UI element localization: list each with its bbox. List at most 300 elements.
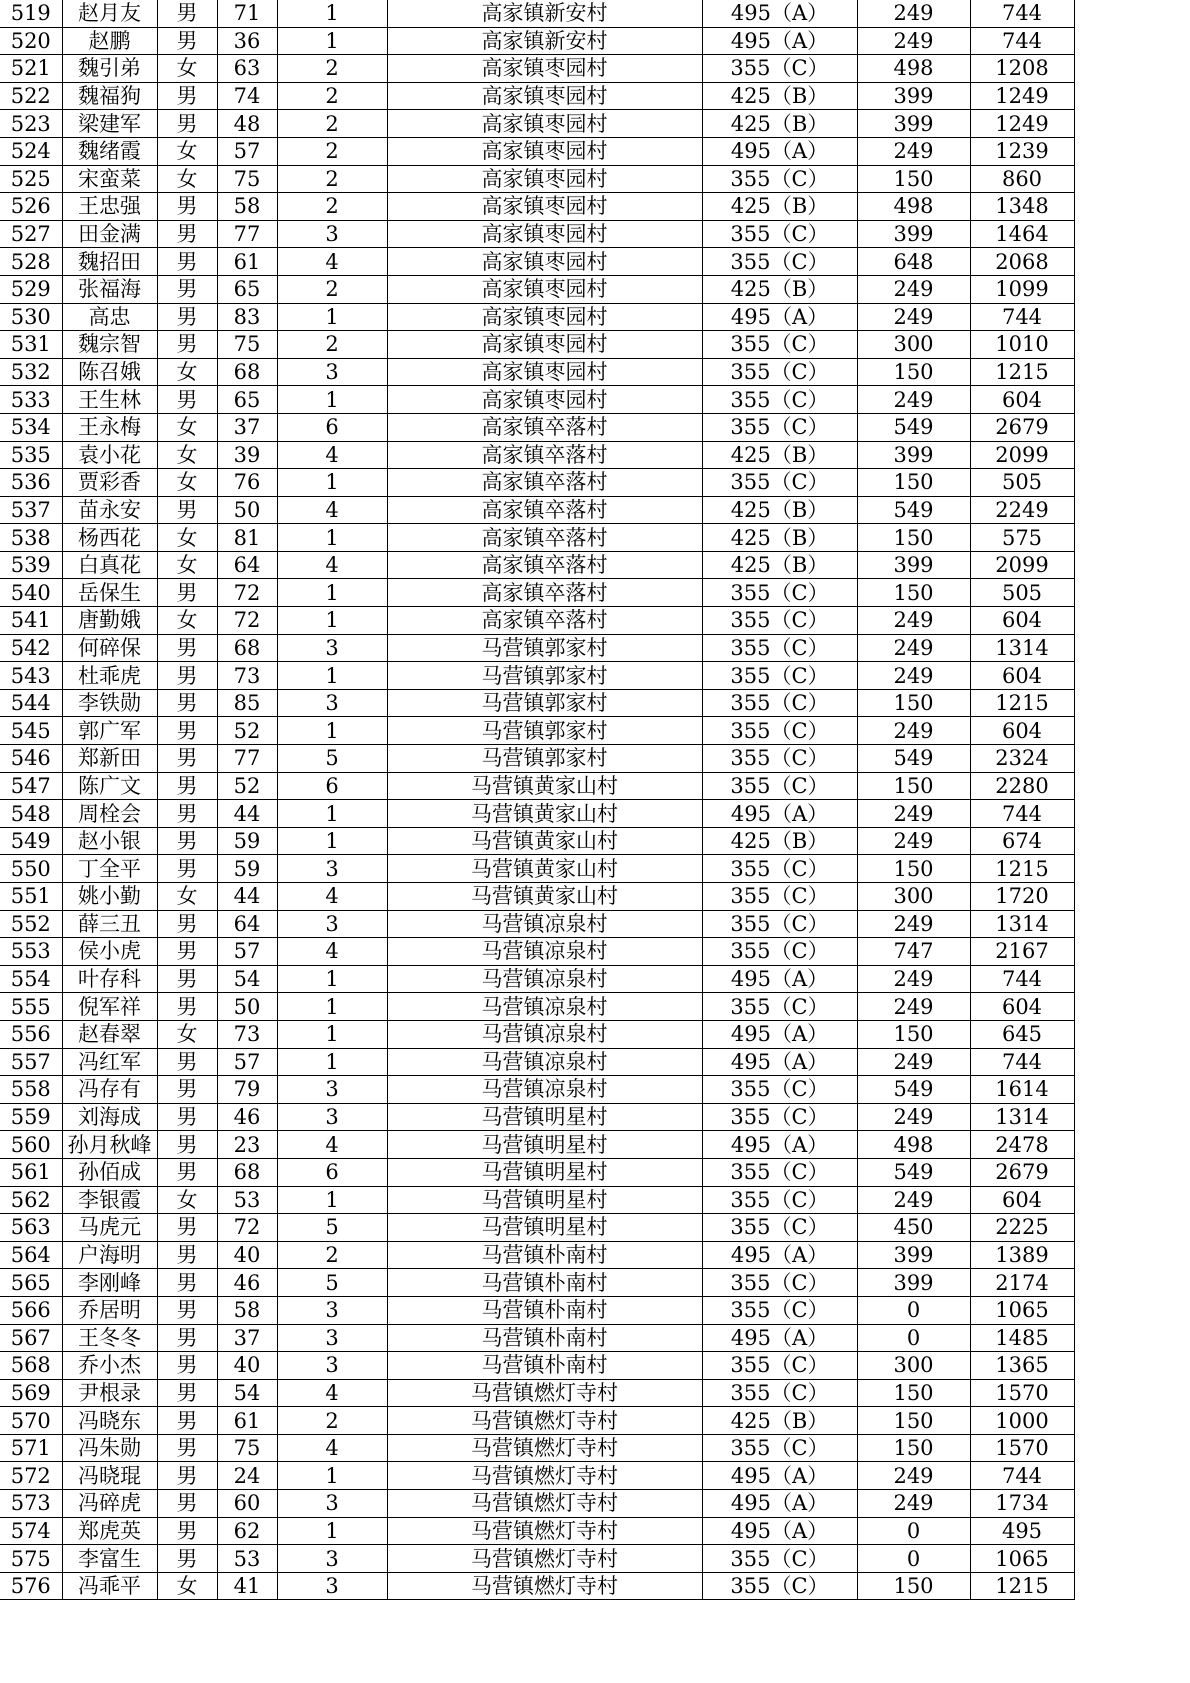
household-size-cell: 4 (277, 1131, 387, 1159)
household-size-cell: 2 (277, 110, 387, 138)
household-size-cell: 4 (277, 441, 387, 469)
gender-cell: 男 (157, 496, 217, 524)
name-cell: 杜乖虎 (62, 662, 157, 690)
village-cell: 马营镇凉泉村 (387, 965, 702, 993)
name-cell: 苗永安 (62, 496, 157, 524)
household-size-cell: 1 (277, 827, 387, 855)
standard-cell: 355（C） (702, 1545, 857, 1573)
row-number-cell: 536 (0, 469, 62, 497)
village-cell: 马营镇燃灯寺村 (387, 1545, 702, 1573)
table-row (0, 0, 1074, 27)
household-size-cell: 3 (277, 1324, 387, 1352)
standard-cell: 495（A） (702, 1131, 857, 1159)
subsidy-cell: 249 (857, 717, 970, 745)
total-cell: 1365 (970, 1352, 1074, 1380)
gender-cell: 男 (157, 579, 217, 607)
row-number-cell: 526 (0, 193, 62, 221)
subsidy-cell: 498 (857, 1131, 970, 1159)
household-size-cell: 3 (277, 910, 387, 938)
total-cell: 2679 (970, 1158, 1074, 1186)
name-cell: 冯乖平 (62, 1572, 157, 1600)
gender-cell: 男 (157, 800, 217, 828)
subsidy-cell: 249 (857, 662, 970, 690)
table-row (0, 1379, 1074, 1407)
subsidy-cell: 648 (857, 248, 970, 276)
subsidy-cell: 249 (857, 1462, 970, 1490)
row-number-cell: 557 (0, 1048, 62, 1076)
gender-cell: 女 (157, 1020, 217, 1048)
row-number-cell: 538 (0, 524, 62, 552)
age-cell: 81 (217, 524, 277, 552)
subsidy-cell: 150 (857, 1379, 970, 1407)
table-row (0, 248, 1074, 276)
subsidy-cell: 150 (857, 358, 970, 386)
village-cell: 高家镇枣园村 (387, 137, 702, 165)
age-cell: 52 (217, 772, 277, 800)
age-cell: 75 (217, 1434, 277, 1462)
name-cell: 魏绪霞 (62, 137, 157, 165)
age-cell: 65 (217, 275, 277, 303)
subsidy-cell: 498 (857, 193, 970, 221)
household-size-cell: 6 (277, 1158, 387, 1186)
village-cell: 高家镇枣园村 (387, 220, 702, 248)
village-cell: 马营镇郭家村 (387, 689, 702, 717)
gender-cell: 男 (157, 82, 217, 110)
row-number-cell: 566 (0, 1296, 62, 1324)
gender-cell: 男 (157, 1517, 217, 1545)
total-cell: 674 (970, 827, 1074, 855)
village-cell: 马营镇凉泉村 (387, 1048, 702, 1076)
village-cell: 马营镇凉泉村 (387, 1076, 702, 1104)
name-cell: 刘海成 (62, 1103, 157, 1131)
total-cell: 2679 (970, 413, 1074, 441)
total-cell: 2225 (970, 1214, 1074, 1242)
table-row (0, 27, 1074, 55)
row-number-cell: 551 (0, 883, 62, 911)
village-cell: 马营镇凉泉村 (387, 910, 702, 938)
name-cell: 魏招田 (62, 248, 157, 276)
age-cell: 52 (217, 717, 277, 745)
village-cell: 马营镇燃灯寺村 (387, 1407, 702, 1435)
table-row (0, 275, 1074, 303)
subsidy-cell: 150 (857, 524, 970, 552)
row-number-cell: 520 (0, 27, 62, 55)
household-size-cell: 4 (277, 496, 387, 524)
row-number-cell: 555 (0, 993, 62, 1021)
row-number-cell: 542 (0, 634, 62, 662)
household-size-cell: 1 (277, 0, 387, 27)
age-cell: 68 (217, 358, 277, 386)
household-size-cell: 3 (277, 358, 387, 386)
subsidy-cell: 249 (857, 1490, 970, 1518)
total-cell: 1239 (970, 137, 1074, 165)
standard-cell: 425（B） (702, 275, 857, 303)
village-cell: 高家镇新安村 (387, 27, 702, 55)
table-row (0, 938, 1074, 966)
row-number-cell: 544 (0, 689, 62, 717)
subsidy-cell: 300 (857, 883, 970, 911)
table-row (0, 1490, 1074, 1518)
total-cell: 575 (970, 524, 1074, 552)
standard-cell: 425（B） (702, 441, 857, 469)
household-size-cell: 1 (277, 800, 387, 828)
village-cell: 高家镇卒落村 (387, 551, 702, 579)
household-size-cell: 1 (277, 993, 387, 1021)
village-cell: 马营镇郭家村 (387, 717, 702, 745)
row-number-cell: 537 (0, 496, 62, 524)
household-size-cell: 1 (277, 27, 387, 55)
total-cell: 604 (970, 662, 1074, 690)
name-cell: 郑虎英 (62, 1517, 157, 1545)
household-size-cell: 3 (277, 220, 387, 248)
total-cell: 505 (970, 579, 1074, 607)
subsidy-cell: 498 (857, 55, 970, 83)
age-cell: 72 (217, 579, 277, 607)
standard-cell: 355（C） (702, 1103, 857, 1131)
household-size-cell: 4 (277, 938, 387, 966)
household-size-cell: 3 (277, 1076, 387, 1104)
name-cell: 乔小杰 (62, 1352, 157, 1380)
household-size-cell: 6 (277, 772, 387, 800)
gender-cell: 男 (157, 634, 217, 662)
table-row (0, 965, 1074, 993)
standard-cell: 495（A） (702, 1241, 857, 1269)
subsidy-cell: 249 (857, 910, 970, 938)
household-size-cell: 2 (277, 1407, 387, 1435)
age-cell: 76 (217, 469, 277, 497)
table-row (0, 551, 1074, 579)
row-number-cell: 532 (0, 358, 62, 386)
age-cell: 77 (217, 745, 277, 773)
standard-cell: 495（A） (702, 1490, 857, 1518)
age-cell: 59 (217, 855, 277, 883)
standard-cell: 355（C） (702, 855, 857, 883)
age-cell: 50 (217, 496, 277, 524)
total-cell: 744 (970, 1048, 1074, 1076)
subsidy-cell: 549 (857, 496, 970, 524)
subsidy-cell: 300 (857, 331, 970, 359)
name-cell: 马虎元 (62, 1214, 157, 1242)
gender-cell: 男 (157, 1296, 217, 1324)
row-number-cell: 547 (0, 772, 62, 800)
standard-cell: 495（A） (702, 1048, 857, 1076)
age-cell: 75 (217, 165, 277, 193)
village-cell: 马营镇朴南村 (387, 1324, 702, 1352)
row-number-cell: 534 (0, 413, 62, 441)
table-row (0, 524, 1074, 552)
table-row (0, 772, 1074, 800)
age-cell: 57 (217, 137, 277, 165)
name-cell: 王生林 (62, 386, 157, 414)
subsidy-cell: 249 (857, 303, 970, 331)
household-size-cell: 1 (277, 1517, 387, 1545)
gender-cell: 女 (157, 1186, 217, 1214)
table-row (0, 1241, 1074, 1269)
gender-cell: 男 (157, 275, 217, 303)
total-cell: 1734 (970, 1490, 1074, 1518)
subsidy-cell: 549 (857, 1158, 970, 1186)
age-cell: 75 (217, 331, 277, 359)
row-number-cell: 543 (0, 662, 62, 690)
row-number-cell: 565 (0, 1269, 62, 1297)
age-cell: 61 (217, 1407, 277, 1435)
age-cell: 73 (217, 1020, 277, 1048)
age-cell: 48 (217, 110, 277, 138)
gender-cell: 男 (157, 193, 217, 221)
village-cell: 马营镇朴南村 (387, 1241, 702, 1269)
name-cell: 贾彩香 (62, 469, 157, 497)
gender-cell: 女 (157, 524, 217, 552)
standard-cell: 355（C） (702, 1296, 857, 1324)
name-cell: 乔居明 (62, 1296, 157, 1324)
subsidy-cell: 399 (857, 1241, 970, 1269)
name-cell: 唐勤娥 (62, 607, 157, 635)
standard-cell: 355（C） (702, 1352, 857, 1380)
gender-cell: 女 (157, 441, 217, 469)
total-cell: 1208 (970, 55, 1074, 83)
household-size-cell: 4 (277, 1434, 387, 1462)
household-size-cell: 5 (277, 1269, 387, 1297)
standard-cell: 495（A） (702, 303, 857, 331)
gender-cell: 男 (157, 993, 217, 1021)
table-row (0, 883, 1074, 911)
standard-cell: 355（C） (702, 1269, 857, 1297)
household-size-cell: 4 (277, 1379, 387, 1407)
gender-cell: 男 (157, 827, 217, 855)
total-cell: 1065 (970, 1545, 1074, 1573)
total-cell: 1215 (970, 358, 1074, 386)
subsidy-cell: 0 (857, 1324, 970, 1352)
standard-cell: 495（A） (702, 965, 857, 993)
table-row (0, 1434, 1074, 1462)
subsidy-cell: 249 (857, 1048, 970, 1076)
total-cell: 1215 (970, 689, 1074, 717)
age-cell: 24 (217, 1462, 277, 1490)
household-size-cell: 1 (277, 717, 387, 745)
gender-cell: 男 (157, 965, 217, 993)
table-row (0, 1020, 1074, 1048)
household-size-cell: 2 (277, 1241, 387, 1269)
household-size-cell: 2 (277, 55, 387, 83)
gender-cell: 女 (157, 55, 217, 83)
table-row (0, 745, 1074, 773)
household-size-cell: 2 (277, 137, 387, 165)
age-cell: 64 (217, 551, 277, 579)
gender-cell: 男 (157, 1545, 217, 1573)
village-cell: 高家镇枣园村 (387, 275, 702, 303)
table-row (0, 827, 1074, 855)
standard-cell: 355（C） (702, 1186, 857, 1214)
table-row (0, 717, 1074, 745)
age-cell: 40 (217, 1241, 277, 1269)
age-cell: 85 (217, 689, 277, 717)
gender-cell: 男 (157, 1076, 217, 1104)
standard-cell: 355（C） (702, 1214, 857, 1242)
village-cell: 高家镇卒落村 (387, 469, 702, 497)
standard-cell: 355（C） (702, 220, 857, 248)
name-cell: 陈广文 (62, 772, 157, 800)
subsidy-cell: 747 (857, 938, 970, 966)
total-cell: 1485 (970, 1324, 1074, 1352)
total-cell: 2174 (970, 1269, 1074, 1297)
age-cell: 61 (217, 248, 277, 276)
age-cell: 79 (217, 1076, 277, 1104)
subsidy-cell: 249 (857, 386, 970, 414)
row-number-cell: 529 (0, 275, 62, 303)
name-cell: 郑新田 (62, 745, 157, 773)
row-number-cell: 525 (0, 165, 62, 193)
household-size-cell: 2 (277, 275, 387, 303)
household-size-cell: 4 (277, 883, 387, 911)
name-cell: 魏福狗 (62, 82, 157, 110)
standard-cell: 355（C） (702, 717, 857, 745)
standard-cell: 355（C） (702, 358, 857, 386)
total-cell: 744 (970, 0, 1074, 27)
standard-cell: 355（C） (702, 634, 857, 662)
household-size-cell: 3 (277, 1103, 387, 1131)
table-row (0, 1545, 1074, 1573)
standard-cell: 355（C） (702, 55, 857, 83)
standard-cell: 495（A） (702, 1020, 857, 1048)
household-size-cell: 2 (277, 82, 387, 110)
row-number-cell: 576 (0, 1572, 62, 1600)
subsidy-cell: 300 (857, 1352, 970, 1380)
total-cell: 2478 (970, 1131, 1074, 1159)
table-row (0, 82, 1074, 110)
standard-cell: 355（C） (702, 1158, 857, 1186)
village-cell: 马营镇明星村 (387, 1103, 702, 1131)
household-size-cell: 3 (277, 1545, 387, 1573)
household-size-cell: 2 (277, 193, 387, 221)
subsidy-cell: 249 (857, 1186, 970, 1214)
name-cell: 孙佰成 (62, 1158, 157, 1186)
name-cell: 魏引弟 (62, 55, 157, 83)
table-row (0, 496, 1074, 524)
total-cell: 1099 (970, 275, 1074, 303)
table-row (0, 1158, 1074, 1186)
village-cell: 马营镇燃灯寺村 (387, 1434, 702, 1462)
gender-cell: 女 (157, 1572, 217, 1600)
subsidy-cell: 249 (857, 27, 970, 55)
age-cell: 64 (217, 910, 277, 938)
table-row (0, 910, 1074, 938)
standard-cell: 355（C） (702, 165, 857, 193)
total-cell: 2280 (970, 772, 1074, 800)
name-cell: 王忠强 (62, 193, 157, 221)
table-row (0, 1407, 1074, 1435)
table-row (0, 1269, 1074, 1297)
name-cell: 杨西花 (62, 524, 157, 552)
gender-cell: 男 (157, 1407, 217, 1435)
gender-cell: 男 (157, 938, 217, 966)
table-row (0, 800, 1074, 828)
household-size-cell: 2 (277, 331, 387, 359)
row-number-cell: 568 (0, 1352, 62, 1380)
village-cell: 高家镇卒落村 (387, 441, 702, 469)
standard-cell: 355（C） (702, 938, 857, 966)
age-cell: 72 (217, 1214, 277, 1242)
gender-cell: 女 (157, 137, 217, 165)
table-row (0, 220, 1074, 248)
table-row (0, 662, 1074, 690)
row-number-cell: 564 (0, 1241, 62, 1269)
gender-cell: 男 (157, 1103, 217, 1131)
gender-cell: 男 (157, 910, 217, 938)
subsidy-cell: 150 (857, 1407, 970, 1435)
name-cell: 宋蛮菜 (62, 165, 157, 193)
row-number-cell: 527 (0, 220, 62, 248)
total-cell: 1720 (970, 883, 1074, 911)
row-number-cell: 556 (0, 1020, 62, 1048)
standard-cell: 355（C） (702, 1076, 857, 1104)
standard-cell: 425（B） (702, 827, 857, 855)
total-cell: 604 (970, 607, 1074, 635)
subsidy-cell: 249 (857, 965, 970, 993)
age-cell: 63 (217, 55, 277, 83)
name-cell: 冯红军 (62, 1048, 157, 1076)
table-row (0, 1131, 1074, 1159)
row-number-cell: 554 (0, 965, 62, 993)
household-size-cell: 1 (277, 1186, 387, 1214)
name-cell: 张福海 (62, 275, 157, 303)
gender-cell: 男 (157, 1214, 217, 1242)
standard-cell: 425（B） (702, 82, 857, 110)
row-number-cell: 539 (0, 551, 62, 579)
gender-cell: 男 (157, 1490, 217, 1518)
total-cell: 1348 (970, 193, 1074, 221)
standard-cell: 495（A） (702, 1462, 857, 1490)
gender-cell: 女 (157, 551, 217, 579)
total-cell: 860 (970, 165, 1074, 193)
age-cell: 53 (217, 1545, 277, 1573)
table-row (0, 1462, 1074, 1490)
total-cell: 2099 (970, 441, 1074, 469)
total-cell: 1314 (970, 1103, 1074, 1131)
table-row (0, 1572, 1074, 1600)
age-cell: 37 (217, 1324, 277, 1352)
village-cell: 马营镇郭家村 (387, 745, 702, 773)
row-number-cell: 531 (0, 331, 62, 359)
gender-cell: 男 (157, 27, 217, 55)
table-row (0, 1296, 1074, 1324)
total-cell: 2068 (970, 248, 1074, 276)
standard-cell: 355（C） (702, 662, 857, 690)
name-cell: 冯晓东 (62, 1407, 157, 1435)
village-cell: 马营镇明星村 (387, 1214, 702, 1242)
row-number-cell: 540 (0, 579, 62, 607)
age-cell: 40 (217, 1352, 277, 1380)
subsidy-cell: 249 (857, 800, 970, 828)
standard-cell: 355（C） (702, 883, 857, 911)
subsidy-cell: 249 (857, 634, 970, 662)
age-cell: 60 (217, 1490, 277, 1518)
table-row (0, 607, 1074, 635)
table-row (0, 1186, 1074, 1214)
age-cell: 57 (217, 938, 277, 966)
row-number-cell: 533 (0, 386, 62, 414)
village-cell: 马营镇燃灯寺村 (387, 1517, 702, 1545)
row-number-cell: 571 (0, 1434, 62, 1462)
village-cell: 高家镇新安村 (387, 0, 702, 27)
row-number-cell: 558 (0, 1076, 62, 1104)
standard-cell: 425（B） (702, 110, 857, 138)
table-row (0, 441, 1074, 469)
row-number-cell: 521 (0, 55, 62, 83)
standard-cell: 355（C） (702, 386, 857, 414)
village-cell: 高家镇卒落村 (387, 607, 702, 635)
total-cell: 604 (970, 386, 1074, 414)
subsidy-cell: 399 (857, 82, 970, 110)
